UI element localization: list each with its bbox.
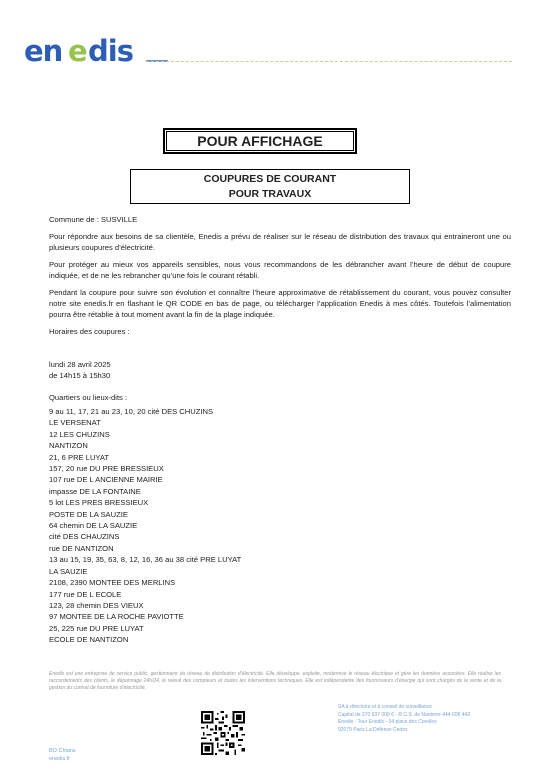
- quartier-item: 12 LES CHUZINS: [49, 429, 110, 439]
- quartier-item: 64 chemin DE LA SAUZIE: [49, 521, 138, 531]
- commune-line: Commune de : SUSVILLE: [49, 215, 138, 224]
- tracking-paragraph: Pendant la coupure pour suivre son évolution et connaître l’heure approximative de rétablissement du courant, vous pouvez consulter notre site enedis.fr en flashant le QR CODE en bas de page, ou télécharger l’application Enedis à mes côtés. Toutefois l’alimentation pourra être rétablie à tout moment avant la fin de la plage indiquée.: [49, 288, 511, 319]
- svg-text:e: e: [68, 36, 87, 66]
- quartier-item: 177 rue DE L ECOLE: [49, 589, 122, 599]
- legal-note: Enedis est une entreprise de service public, gestionnaire du réseau de distribution d’électricité. Elle développe, exploite, modernise le réseau électrique et gère les données associées. Elle réalise les raccordements des clients, le dépannage 24h/24, le relevé des compteurs et toutes les interventions techniques. Elle est indépendante des fournisseurs d’énergie qui sont chargés de la vente et de la gestion du contrat de fourniture d’électricité.: [49, 671, 501, 691]
- notice-subtitle-line2: POUR TRAVAUX: [228, 187, 312, 200]
- notice-body: [49, 214, 511, 646]
- protection-paragraph: Pour protéger au mieux vos appareils sensibles, nous vous recommandons de les débrancher avant l’heure de début de coupure indiquée, et de ne les rebrancher qu’une fois le courant rétabli.: [49, 260, 511, 280]
- horaires-label: Horaires des coupures :: [49, 327, 130, 336]
- svg-text:dis: dis: [88, 36, 133, 66]
- notice-title: POUR AFFICHAGE: [197, 133, 323, 149]
- quartier-item: 107 rue DE L ANCIENNE MAIRIE: [49, 475, 163, 485]
- quartier-item: cité DES CHAUZINS: [49, 532, 120, 542]
- footer-company-line1: SA à directoire et à conseil de surveillance: [338, 704, 432, 710]
- footer-website-link[interactable]: enedis.fr: [49, 756, 71, 762]
- quartier-item: 25, 225 rue DU PRE LUYAT: [49, 623, 144, 633]
- quartier-item: 2108, 2390 MONTEE DES MERLINS: [49, 578, 176, 588]
- quartier-item: ECOLE DE NANTIZON: [49, 635, 129, 645]
- quartier-item: 5 lot LES PRES BRESSIEUX: [49, 498, 149, 508]
- quartier-item: LA SAUZIE: [49, 566, 88, 576]
- quartier-item: impasse DE LA FONTAINE: [49, 486, 141, 496]
- qr-code-icon[interactable]: [201, 711, 245, 755]
- footer-company-line3: Enedis - Tour Enedis - 34 place des Corolles: [338, 719, 437, 725]
- header-divider: [146, 61, 512, 62]
- outage-date: lundi 28 avril 2025: [49, 360, 111, 369]
- quartier-item: 157, 20 rue DU PRE BRESSIEUX: [49, 464, 164, 474]
- enedis-logo: [24, 36, 144, 66]
- quartier-item: NANTIZON: [49, 441, 88, 451]
- quartier-item: 13 au 15, 19, 35, 63, 8, 12, 16, 36 au 38 cité PRE LUYAT: [49, 555, 242, 565]
- quartier-item: 21, 6 PRE LUYAT: [49, 452, 110, 462]
- quartier-item: rue DE NANTIZON: [49, 543, 114, 553]
- quartier-item: 9 au 11, 17, 21 au 23, 10, 20 cité DES CHUZINS: [49, 407, 214, 416]
- quartier-item: LE VERSENAT: [49, 418, 101, 428]
- quartiers-label: Quartiers ou lieux-dits :: [49, 393, 128, 402]
- quartier-item: POSTE DE LA SAUZIE: [49, 509, 128, 519]
- footer-left: [49, 747, 76, 763]
- footer-agency: BO Chians: [49, 748, 76, 754]
- footer-company-info: [338, 704, 470, 734]
- quartier-item: 123, 28 chemin DES VIEUX: [49, 600, 144, 610]
- notice-title-box: [163, 128, 357, 154]
- footer-company-line4: 92079 Paris La Défense Cedex: [338, 726, 408, 733]
- notice-subtitle-box: [130, 169, 410, 204]
- footer-company-line2: Capital de 270 037 000 € - R.C.S. de Nanterre 444 608 442: [338, 711, 471, 718]
- intro-paragraph: Pour répondre aux besoins de sa clientèle, Enedis a prévu de réaliser sur le réseau de distribution des travaux qui entraineront une ou plusieurs coupures d’électricité.: [49, 232, 511, 252]
- outage-time: de 14h15 à 15h30: [49, 371, 111, 380]
- quartier-item: 97 MONTEE DE LA ROCHE PAVIOTTE: [49, 612, 184, 622]
- quartiers-list: [49, 406, 511, 646]
- svg-text:en: en: [24, 36, 63, 66]
- notice-subtitle-line1: COUPURES DE COURANT: [203, 172, 337, 185]
